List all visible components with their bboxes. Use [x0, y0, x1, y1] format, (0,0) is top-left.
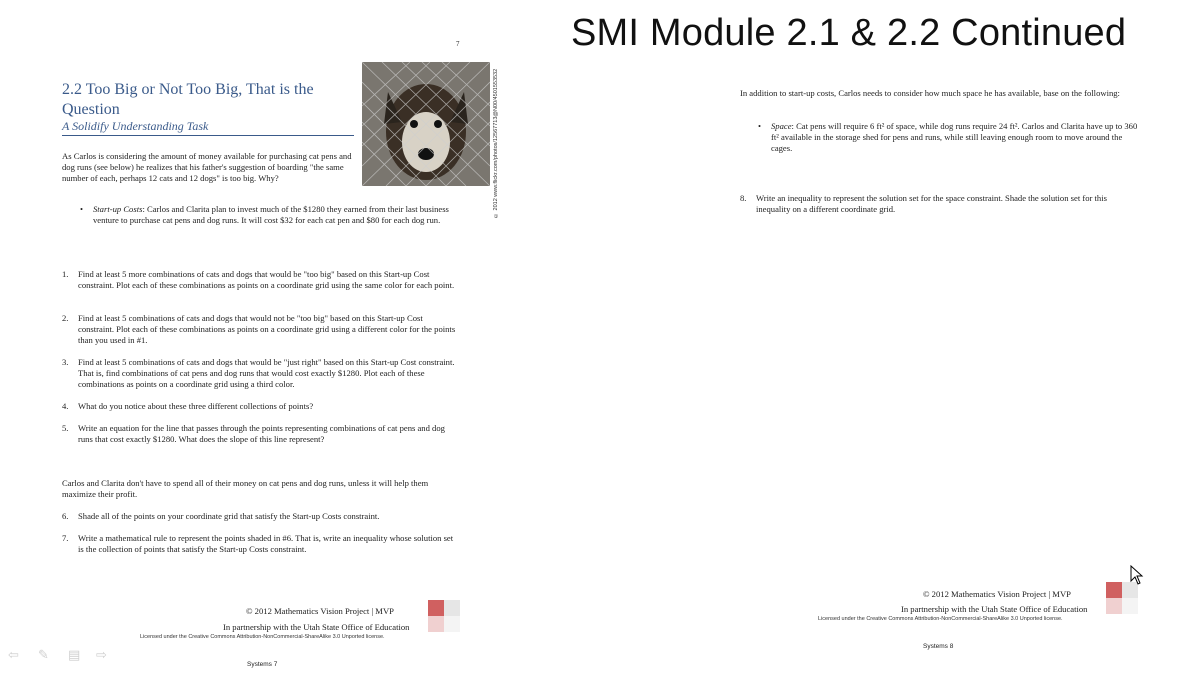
question-number: 5. [62, 423, 69, 433]
question-number: 1. [62, 269, 69, 279]
forward-arrow-icon[interactable]: ⇨ [96, 648, 107, 663]
logo-block-white [1122, 598, 1138, 614]
mvp-logo [1106, 582, 1138, 614]
bullet-label: Space [771, 121, 792, 131]
question-7 [62, 533, 462, 557]
question-text: Find at least 5 combinations of cats and dogs that would not be "too big" based on this Start-up Cost constraint. Plot each of these combinations as points on a coordinate grid using a different color for the points than you used in #1. [78, 313, 456, 346]
bullet-content [771, 121, 1142, 155]
question-number: 7. [62, 533, 69, 543]
question-text: Write an inequality to represent the solution set for the space constraint. Shade the solution set for this inequality on a different coordinate grid. [756, 193, 1107, 215]
logo-block-red [1106, 582, 1122, 598]
logo-block-light [444, 600, 460, 616]
question-5 [62, 423, 462, 447]
mid-paragraph: Carlos and Clarita don't have to spend all of their money on cat pens and dog runs, unless it will help them maximize their profit. [62, 478, 429, 500]
logo-block-pink [428, 616, 444, 632]
mvp-logo [428, 600, 460, 632]
slide-title: SMI Module 2.1 & 2.2 Continued [571, 12, 1127, 54]
page-label: Systems 7 [247, 661, 278, 668]
bullet-text: : Cat pens will require 6 ft² of space, while dog runs require 24 ft². Carlos and Clarita have up to 360 ft² available in the storage shed for pens and runs, while still leaving enough room to move around the cages. [771, 121, 1138, 154]
menu-icon[interactable]: ▤ [68, 648, 81, 663]
question-number: 3. [62, 357, 69, 367]
question-6 [62, 511, 462, 523]
section-title: 2.2 Too Big or Not Too Big, That is the Question [62, 81, 314, 118]
question-text: Shade all of the points on your coordinate grid that satisfy the Start-up Costs constraint. [78, 511, 380, 521]
dog-photo [362, 62, 490, 186]
question-3 [62, 357, 462, 391]
title-divider [62, 135, 354, 136]
mouse-cursor-icon [1130, 565, 1144, 585]
footer-copyright: © 2012 Mathematics Vision Project | MVP [923, 589, 1071, 599]
page-label: Systems 8 [923, 643, 954, 650]
question-number: 6. [62, 511, 69, 521]
photo-credit: © 2012 www.flickr.com/photos/12567713@N00/4501553532 [493, 68, 499, 218]
bullet-dot: • [80, 204, 84, 214]
footer-partner: In partnership with the Utah State Office of Education [223, 622, 410, 632]
question-number: 8. [740, 193, 747, 203]
intro-paragraph: As Carlos is considering the amount of money available for purchasing cat pens and dog runs (see below) he realizes that his father's suggestion of boarding "the same number of each, perhaps 12 cats and 12 dogs" is too big. Why? [62, 151, 352, 184]
question-4 [62, 401, 462, 413]
question-text: What do you notice about these three different collections of points? [78, 401, 314, 411]
question-text: Find at least 5 more combinations of cats and dogs that would be "too big" based on this Start-up Cost constraint. Plot each of these combinations as points on a coordinate grid using the same color for each point. [78, 269, 455, 291]
logo-block-white [444, 616, 460, 632]
dog-photo-graphic [362, 62, 490, 186]
footer-partner: In partnership with the Utah State Office of Education [901, 604, 1088, 614]
footer-copyright: © 2012 Mathematics Vision Project | MVP [246, 606, 394, 616]
logo-block-pink [1106, 598, 1122, 614]
right-document-page [600, 0, 1200, 674]
question-number: 4. [62, 401, 69, 411]
right-intro-paragraph [740, 88, 1142, 99]
bullet-label: Start-up Costs [93, 204, 143, 214]
back-arrow-icon[interactable]: ⇦ [8, 648, 19, 663]
footer-license: Licensed under the Creative Commons Attribution-NonCommercial-ShareAlike 3.0 Unported license. [818, 616, 1063, 622]
question-1 [62, 269, 462, 303]
pen-icon[interactable]: ✎ [38, 648, 49, 663]
question-2 [62, 313, 462, 347]
question-text: Find at least 5 combinations of cats and dogs that would be "just right" based on this Start-up Cost constraint. That is, find combinations of cat pens and dog runs that would cost exactly $1280. Plot each of these combinations as points on a coordinate grid using a third color. [78, 357, 455, 390]
logo-block-red [428, 600, 444, 616]
question-8 [740, 193, 1144, 217]
footer-license: Licensed under the Creative Commons Attribution-NonCommercial-ShareAlike 3.0 Unported license. [140, 634, 385, 640]
question-number: 2. [62, 313, 69, 323]
right-intro-text: In addition to start-up costs, Carlos needs to consider how much space he has available, base on the following: [740, 88, 1120, 98]
top-page-number: 7 [456, 40, 460, 48]
bullet-dot: • [758, 121, 762, 131]
slideshow-toolbar [8, 648, 118, 666]
question-text: Write a mathematical rule to represent the points shaded in #6. That is, write an inequality whose solution set is the collection of points that satisfy the Start-up Costs constraint. [78, 533, 454, 555]
question-text: Write an equation for the line that passes through the points representing combinations of cat pens and dog runs that cost exactly $1280. What does the slope of this line represent? [78, 423, 445, 445]
section-subtitle: A Solidify Understanding Task [62, 119, 209, 133]
bullet-text: : Carlos and Clarita plan to invest much of the $1280 they earned from their last business venture to purchase cat pens and dog runs. It will cost $32 for each cat pen and $80 for each dog run. [93, 204, 449, 226]
bullet-content [93, 204, 460, 226]
